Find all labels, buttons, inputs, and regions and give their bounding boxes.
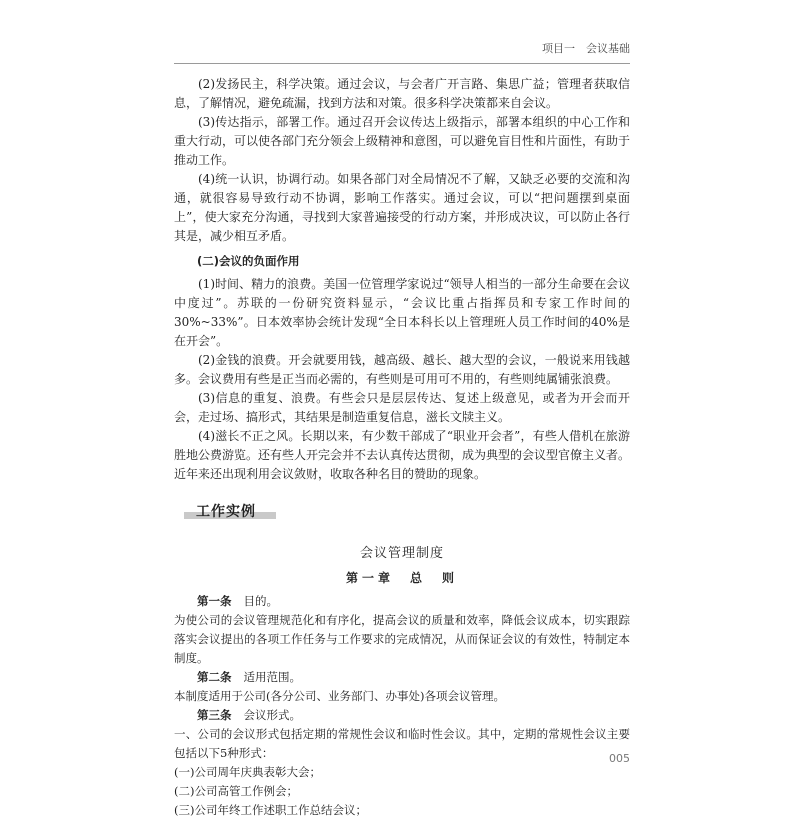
article-list-item: (一)公司周年庆典表彰大会；	[174, 765, 321, 779]
article-heading	[174, 592, 630, 611]
case-banner	[174, 500, 630, 522]
page-content	[174, 75, 630, 820]
article-number: 第一条	[197, 594, 232, 608]
article-list-item: (三)公司年终工作述职工作总结会议；	[174, 803, 367, 817]
article-title: 目的。	[243, 594, 278, 608]
article-heading	[174, 668, 630, 687]
article-body: 一、公司的会议形式包括定期的常规性会议和临时性会议。其中，定期的常规性会议主要包括以下5种形式：	[174, 727, 630, 760]
chapter-title: 第一章 总 则	[345, 571, 458, 585]
running-header: 项目一 会议基础	[174, 40, 630, 64]
article-title: 适用范围。	[243, 670, 301, 684]
paragraph: (1)时间、精力的浪费。美国一位管理学家说过“领导人相当的一部分生命要在会议中度过”。苏联的一份研究资料显示，“会议比重占指挥员和专家工作时间的30%~33%”。日本效率协会统计发现“全日本科长以上管理班人员工作时间的40%是在开会”。	[174, 277, 630, 348]
page-number: 005	[609, 752, 630, 765]
section-heading: (二)会议的负面作用	[197, 254, 300, 268]
paragraph: (2)金钱的浪费。开会就要用钱，越高级、越长、越大型的会议，一般说来用钱越多。会议费用有些是正当而必需的，有些则是可用可不用的，有些则纯属铺张浪费。	[174, 353, 630, 386]
paragraph: (4)统一认识，协调行动。如果各部门对全局情况不了解，又缺乏必要的交流和沟通，就很容易导致行动不协调，影响工作落实。通过会议，可以“把问题摆到桌面上”，使大家充分沟通，寻找到大家普遍接受的行动方案，并形成决议，可以防止各行其是，减少相互矛盾。	[174, 172, 630, 243]
article-body: 为使公司的会议管理规范化和有序化，提高会议的质量和效率，降低会议成本，切实跟踪落实会议提出的各项工作任务与工作要求的完成情况，从而保证会议的有效性，特制定本制度。	[174, 613, 630, 665]
article-list-item: (二)公司高管工作例会；	[174, 784, 298, 798]
paragraph: (4)滋长不正之风。长期以来，有少数干部成了“职业开会者”，有些人借机在旅游胜地公费游览。还有些人开完会并不去认真传达贯彻，成为典型的会议型官僚主义者。近年来还出现利用会议敛财，收取各种名目的赞助的现象。	[174, 429, 631, 481]
document-title: 会议管理制度	[359, 546, 444, 561]
paragraph: (3)传达指示，部署工作。通过召开会议传达上级指示，部署本组织的中心工作和重大行动，可以使各部门充分领会上级精神和意图，可以避免盲目性和片面性，有助于推动工作。	[174, 115, 631, 167]
article-title: 会议形式。	[243, 708, 301, 722]
article-body: 本制度适用于公司(各分公司、业务部门、办事处)各项会议管理。	[174, 689, 505, 703]
article-heading	[174, 706, 630, 725]
paragraph: (3)信息的重复、浪费。有些会只是层层传达、复述上级意见，或者为开会而开会，走过场、搞形式，其结果是制造重复信息，滋长文牍主义。	[174, 391, 630, 424]
banner-label: 工作实例	[196, 504, 256, 520]
paragraph: (2)发扬民主，科学决策。通过会议，与会者广开言路、集思广益；管理者获取信息，了解情况，避免疏漏，找到方法和对策。很多科学决策都来自会议。	[174, 77, 630, 110]
article-number: 第二条	[197, 670, 232, 684]
article-number: 第三条	[197, 708, 232, 722]
